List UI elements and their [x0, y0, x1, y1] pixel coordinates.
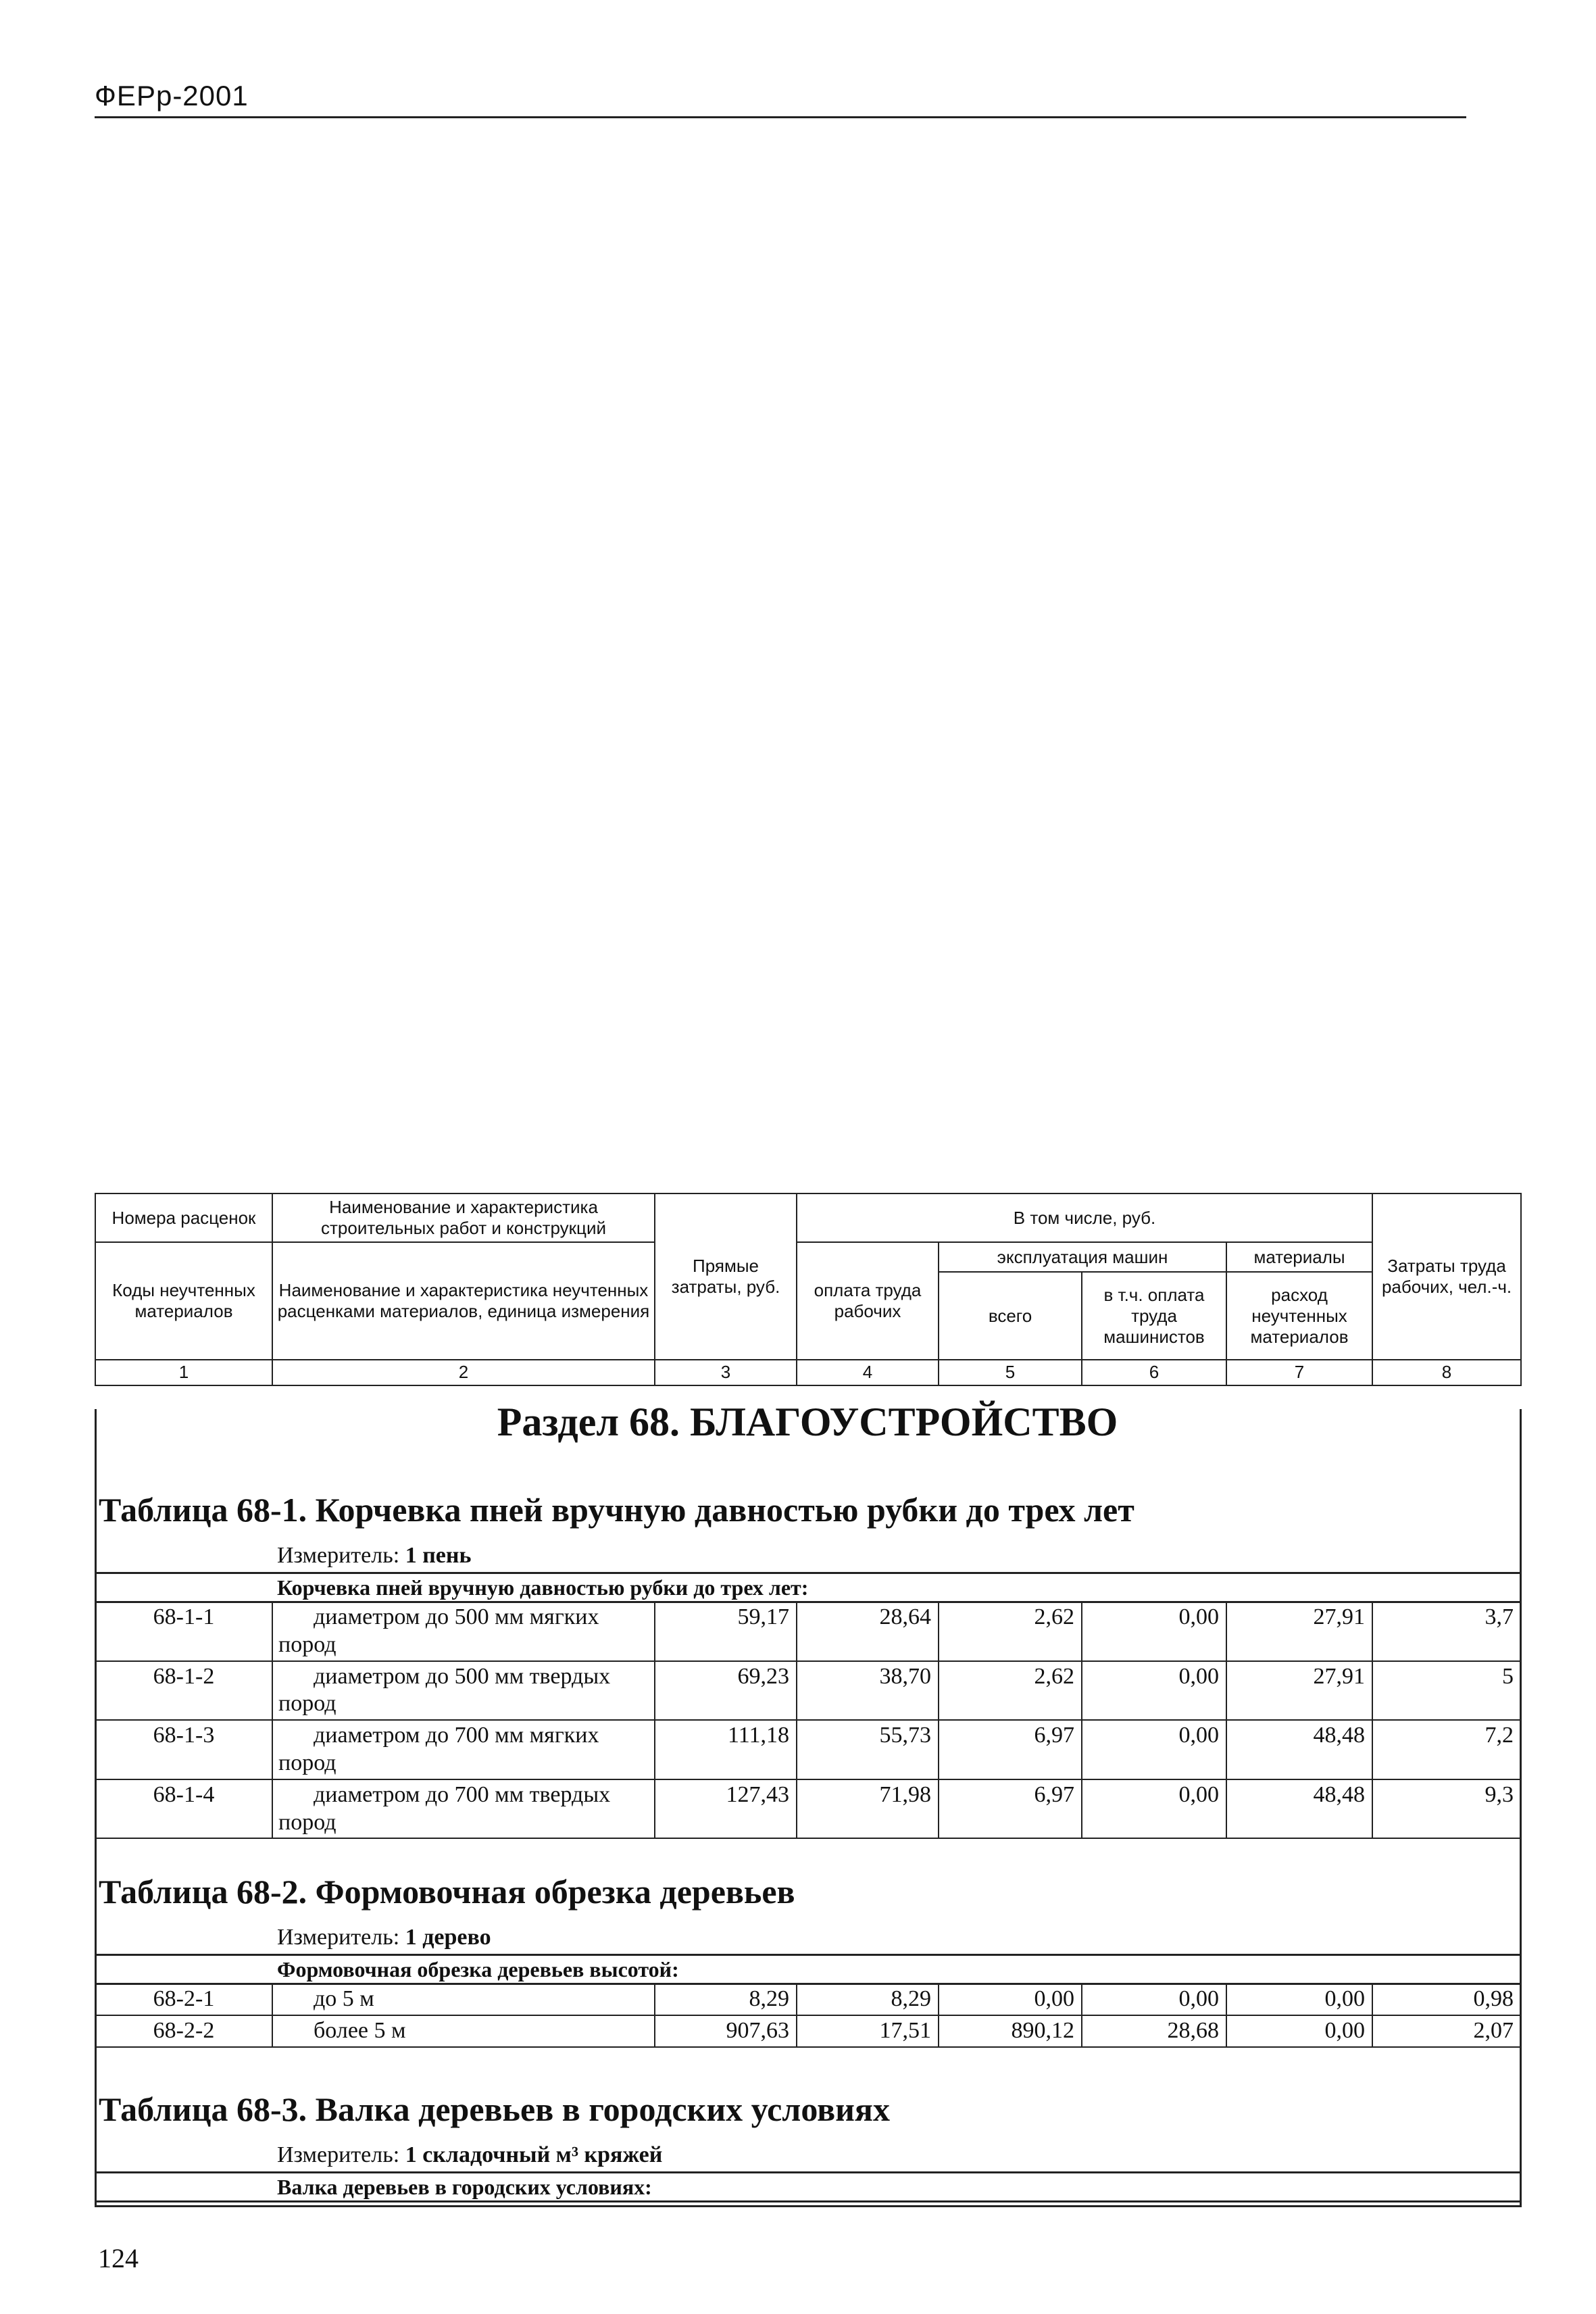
col-number-7: 7 — [1226, 1360, 1372, 1385]
table-title: Таблица 68-3. Валка деревьев в городских условиях — [99, 2090, 890, 2128]
rate-code: 68-1-2 — [95, 1661, 272, 1721]
direct-costs: 59,17 — [655, 1602, 797, 1661]
header-materials-unaccounted: расход неучтенных материалов — [1226, 1272, 1372, 1360]
rate-code: 68-1-1 — [95, 1602, 272, 1661]
materials: 48,48 — [1226, 1720, 1372, 1779]
worker-hours: 3,7 — [1372, 1602, 1521, 1661]
rate-name-line1: диаметром до 700 мм твердых — [314, 1781, 611, 1807]
materials: 0,00 — [1226, 2015, 1372, 2047]
header-machines-operators: в т.ч. оплата труда машинистов — [1082, 1272, 1226, 1360]
col-number-1: 1 — [95, 1360, 272, 1385]
table-row — [95, 1661, 1521, 1721]
machines-operators: 0,00 — [1082, 1779, 1226, 1839]
col-number-5: 5 — [939, 1360, 1082, 1385]
col-number-3: 3 — [655, 1360, 797, 1385]
machines-total: 890,12 — [939, 2015, 1082, 2047]
header-rule — [95, 116, 1466, 118]
group-label: Корчевка пней вручную давностью рубки до трех лет: — [277, 1575, 809, 1600]
rate-name — [272, 1602, 655, 1661]
direct-costs: 127,43 — [655, 1779, 797, 1839]
group-row — [95, 1572, 1520, 1603]
measure — [277, 1925, 491, 1950]
header-rates-top: Номера расценок — [95, 1193, 272, 1242]
header-machines-total: всего — [939, 1272, 1082, 1360]
data-table-68-1 — [95, 1601, 1522, 1839]
header-including: В том числе, руб. — [797, 1193, 1372, 1242]
header-machines: эксплуатация машин — [939, 1242, 1226, 1272]
measure-label: Измеритель: — [277, 1543, 400, 1568]
rate-name-line1: диаметром до 700 мм мягких — [314, 1723, 599, 1748]
direct-costs: 69,23 — [655, 1661, 797, 1721]
worker-hours: 7,2 — [1372, 1720, 1521, 1779]
measure-value: 1 складочный м³ кряжей — [405, 2142, 663, 2167]
measure-label: Измеритель: — [277, 2142, 400, 2167]
group-row — [95, 2171, 1520, 2202]
rate-name-line2: пород — [278, 1750, 336, 1775]
header-codes: Коды неучтенных материалов — [95, 1242, 272, 1360]
worker-hours: 5 — [1372, 1661, 1521, 1721]
table-row — [95, 1720, 1521, 1779]
worker-hours: 9,3 — [1372, 1779, 1521, 1839]
data-table-68-2 — [95, 1983, 1522, 2048]
rate-name — [272, 1720, 655, 1779]
labor-cost: 71,98 — [797, 1779, 939, 1839]
materials: 27,91 — [1226, 1661, 1372, 1721]
labor-cost: 55,73 — [797, 1720, 939, 1779]
direct-costs: 8,29 — [655, 1984, 797, 2015]
measure-value: 1 пень — [405, 1543, 472, 1568]
labor-cost: 8,29 — [797, 1984, 939, 2015]
measure-label: Измеритель: — [277, 1925, 400, 1950]
rate-name-line2: пород — [278, 1809, 336, 1835]
machines-total: 6,97 — [939, 1779, 1082, 1839]
header-works-top: Наименование и характеристика строительных работ и конструкций — [272, 1193, 655, 1242]
machines-operators: 0,00 — [1082, 1984, 1226, 2015]
labor-cost: 28,64 — [797, 1602, 939, 1661]
measure — [277, 2142, 662, 2168]
rate-code: 68-1-3 — [95, 1720, 272, 1779]
section-title: Раздел 68. БЛАГОУСТРОЙСТВО — [497, 1400, 1118, 1444]
column-header-table — [95, 1193, 1522, 1386]
machines-total: 2,62 — [939, 1661, 1082, 1721]
page-number: 124 — [98, 2243, 139, 2273]
header-labor: оплата труда рабочих — [797, 1242, 939, 1360]
materials: 27,91 — [1226, 1602, 1372, 1661]
rate-name — [272, 1779, 655, 1839]
measure-value: 1 дерево — [405, 1925, 491, 1950]
machines-operators: 0,00 — [1082, 1720, 1226, 1779]
materials: 0,00 — [1226, 1984, 1372, 2015]
header-direct-costs: Прямые затраты, руб. — [655, 1193, 797, 1360]
header-materials: материалы — [1226, 1242, 1372, 1272]
rate-code: 68-1-4 — [95, 1779, 272, 1839]
machines-operators: 28,68 — [1082, 2015, 1226, 2047]
labor-cost: 38,70 — [797, 1661, 939, 1721]
worker-hours: 2,07 — [1372, 2015, 1521, 2047]
table-row — [95, 1984, 1521, 2015]
machines-total: 6,97 — [939, 1720, 1082, 1779]
rate-name-line1: диаметром до 500 мм мягких — [314, 1604, 599, 1629]
rate-code: 68-2-1 — [95, 1984, 272, 2015]
col-number-2: 2 — [272, 1360, 655, 1385]
direct-costs: 907,63 — [655, 2015, 797, 2047]
direct-costs: 111,18 — [655, 1720, 797, 1779]
machines-total: 2,62 — [939, 1602, 1082, 1661]
group-row — [95, 1954, 1520, 1985]
table-row — [95, 2015, 1521, 2047]
header-materials-name: Наименование и характеристика неучтенных расценками материалов, единица измерения — [272, 1242, 655, 1360]
machines-total: 0,00 — [939, 1984, 1082, 2015]
header-worker-costs: Затраты труда рабочих, чел.-ч. — [1372, 1193, 1521, 1360]
group-label: Формовочная обрезка деревьев высотой: — [277, 1957, 679, 1981]
table-row — [95, 1779, 1521, 1839]
machines-operators: 0,00 — [1082, 1602, 1226, 1661]
worker-hours: 0,98 — [1372, 1984, 1521, 2015]
rate-code: 68-2-2 — [95, 2015, 272, 2047]
machines-operators: 0,00 — [1082, 1661, 1226, 1721]
table-title: Таблица 68-2. Формовочная обрезка деревьев — [99, 1873, 795, 1911]
rate-name-line2: пород — [278, 1631, 336, 1657]
col-number-6: 6 — [1082, 1360, 1226, 1385]
col-number-4: 4 — [797, 1360, 939, 1385]
measure — [277, 1543, 471, 1569]
running-head: ФЕРр-2001 — [95, 80, 249, 112]
rate-name: до 5 м — [272, 1984, 655, 2015]
materials: 48,48 — [1226, 1779, 1372, 1839]
rate-name: более 5 м — [272, 2015, 655, 2047]
col-number-8: 8 — [1372, 1360, 1521, 1385]
table-title: Таблица 68-1. Корчевка пней вручную давностью рубки до трех лет — [99, 1491, 1134, 1529]
group-label: Валка деревьев в городских условиях: — [277, 2175, 652, 2199]
rate-name-line2: пород — [278, 1691, 336, 1717]
rate-name — [272, 1661, 655, 1721]
labor-cost: 17,51 — [797, 2015, 939, 2047]
rate-name-line1: диаметром до 500 мм твердых — [314, 1663, 611, 1689]
table-row — [95, 1602, 1521, 1661]
